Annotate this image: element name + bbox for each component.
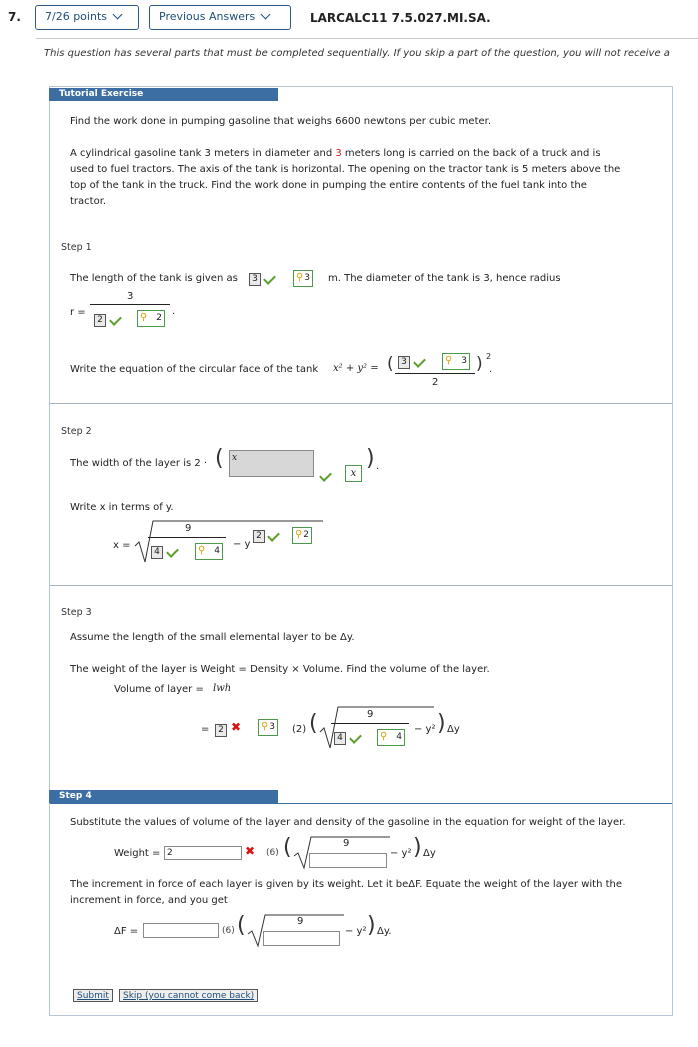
minus-y: − y: [233, 539, 251, 550]
open-paren: (: [215, 446, 224, 471]
description-line-2: used to fuel tractors. The axis of the tank is horizontal. The opening on the tractor tank is 5 meters above the: [70, 164, 621, 175]
chevron-down-icon: [113, 10, 123, 20]
step1-length-answer: 3: [249, 273, 261, 286]
description-line-4: tractor.: [70, 196, 107, 207]
increment-line-1: The increment in force of each layer is given by its weight. Let it beΔF. Equate the weight of the layer with the: [70, 879, 623, 890]
key-answer-length[interactable]: [293, 270, 313, 287]
wrong-cross-icon: ✖: [245, 844, 256, 858]
key-answer-denominator[interactable]: [377, 729, 405, 746]
previous-answers-dropdown[interactable]: [149, 5, 291, 30]
delta-f-label: ΔF =: [114, 926, 139, 937]
close-paren: ): [413, 835, 422, 860]
width-input[interactable]: x: [229, 450, 314, 477]
skip-button[interactable]: Skip (you cannot come back): [119, 989, 258, 1002]
weight-denominator-input[interactable]: [309, 853, 387, 868]
increment-line-2: increment in force, and you get: [70, 895, 228, 906]
points-label: 7/26 points: [45, 10, 107, 23]
open-paren: (: [309, 711, 318, 736]
key-answer-length[interactable]: [258, 719, 278, 736]
submit-button[interactable]: Submit: [73, 989, 113, 1002]
close-paren: ): [367, 913, 376, 938]
period: .: [376, 461, 380, 472]
weight-numerator: 9: [343, 838, 350, 849]
key-value: 3: [461, 356, 467, 366]
weight-input[interactable]: 2: [164, 846, 242, 860]
previous-answers-label: Previous Answers: [159, 10, 256, 23]
fraction-bar: [148, 537, 226, 538]
width-text: The width of the layer is 2 ·: [70, 458, 208, 469]
key-answer-exponent[interactable]: [292, 527, 312, 544]
weight-label: Weight =: [114, 848, 161, 859]
r-numerator: 3: [127, 291, 134, 302]
key-value: 4: [214, 546, 220, 556]
problem-statement: Find the work done in pumping gasoline that weighs 6600 newtons per cubic meter.: [70, 116, 492, 127]
chevron-down-icon: [261, 10, 271, 20]
highlight-length: 3: [335, 148, 342, 159]
key-value: 3: [304, 273, 310, 283]
step-divider: [50, 585, 672, 586]
close-paren: ): [476, 354, 483, 374]
key-answer-radius[interactable]: [137, 310, 165, 327]
wrong-cross-icon: ✖: [231, 720, 242, 734]
circle-equation-text: Write the equation of the circular face of the tank: [70, 364, 319, 375]
key-answer-denominator[interactable]: [195, 543, 223, 560]
delta-y: Δy: [447, 724, 460, 735]
header-divider: [36, 38, 698, 39]
open-paren: (: [237, 913, 246, 938]
volume-formula: lwh: [213, 683, 232, 694]
question-id: LARCALC11 7.5.027.MI.SA.: [310, 11, 491, 25]
key-value: 2: [156, 313, 162, 323]
key-value: 3: [269, 722, 275, 732]
x-numerator: 9: [185, 523, 192, 534]
key-icon: ⚲: [445, 355, 453, 366]
r-denominator-answer: 2: [94, 314, 106, 327]
step-divider: [50, 403, 672, 404]
volume-numerator: 9: [367, 709, 374, 720]
fraction-bar: [331, 723, 409, 724]
period: .: [489, 364, 493, 375]
question-number: 7.: [8, 10, 21, 24]
circle-answer: 3: [398, 356, 410, 369]
minus-y-squared: − y²: [345, 926, 367, 937]
factor-two: (2): [292, 724, 307, 735]
close-paren: ): [366, 446, 375, 471]
key-icon: ⚲: [261, 721, 269, 732]
step4-header: Step 4: [49, 790, 278, 803]
tutorial-header: Tutorial Exercise: [49, 88, 278, 101]
fraction-bar: [90, 304, 170, 305]
weight-volume-text: The weight of the layer is Weight = Density × Volume. Find the volume of the layer.: [70, 664, 490, 675]
step1-length-text: The length of the tank is given as: [70, 273, 238, 284]
key-answer-circle[interactable]: [442, 353, 470, 370]
delta-f-input[interactable]: [143, 923, 219, 938]
step3-label: Step 3: [61, 607, 92, 618]
circle-exponent: 2: [486, 352, 492, 361]
minus-y-squared: − y²: [414, 724, 436, 735]
x-in-terms-of-y-text: Write x in terms of y.: [70, 502, 174, 513]
key-icon: ⚲: [380, 731, 388, 742]
description-line-3: top of the tank in the truck. Find the work done in pumping the entire contents of the fuel tank into the: [70, 180, 587, 191]
assume-text: Assume the length of the small elemental layer to be Δy.: [70, 632, 355, 643]
delta-y: Δy.: [377, 926, 392, 937]
open-paren: (: [387, 354, 394, 374]
step1-label: Step 1: [61, 242, 92, 253]
equals: =: [201, 724, 210, 735]
open-paren: (: [283, 835, 292, 860]
x-equals: x =: [113, 540, 131, 551]
step2-label: Step 2: [61, 426, 92, 437]
key-answer-width[interactable]: x: [345, 465, 362, 482]
period: .: [172, 306, 176, 317]
close-paren: ): [437, 711, 446, 736]
r-equals: r =: [70, 307, 86, 318]
key-icon: ⚲: [295, 529, 303, 540]
points-dropdown[interactable]: [35, 5, 139, 30]
volume-label: Volume of layer =: [114, 684, 204, 695]
delta-y: Δy: [423, 848, 436, 859]
step4-divider: [50, 803, 672, 804]
fraction-bar: [395, 373, 475, 374]
key-icon: ⚲: [140, 312, 148, 323]
description-line-1: A cylindrical gasoline tank 3 meters in diameter and 3 meters long is carried on the back of a truck and is: [70, 148, 601, 159]
volume-answer-wrong: 2: [215, 724, 227, 737]
key-icon: ⚲: [296, 272, 304, 283]
minus-y-squared: − y²: [390, 848, 412, 859]
volume-denominator-answer: 4: [334, 732, 346, 745]
delta-f-denominator-input[interactable]: [263, 931, 340, 946]
key-icon: ⚲: [198, 545, 206, 556]
key-value: 2: [303, 530, 309, 540]
substitute-text: Substitute the values of volume of the layer and density of the gasoline in the equation for weight of the layer.: [70, 817, 626, 828]
circle-denominator: 2: [432, 377, 439, 388]
step1-radius-text: m. The diameter of the tank is 3, hence radius: [328, 273, 561, 284]
factor-six: (6): [222, 926, 235, 936]
factor-six: (6): [266, 848, 279, 858]
exponent-answer: 2: [253, 530, 265, 543]
x-denominator-answer: 4: [151, 546, 163, 559]
sequential-notice: This question has several parts that must be completed sequentially. If you skip a part of the question, you will not receive a: [44, 48, 670, 59]
key-value: 4: [396, 732, 402, 742]
delta-f-numerator: 9: [297, 916, 304, 927]
circle-equation: x² + y² =: [333, 363, 379, 374]
